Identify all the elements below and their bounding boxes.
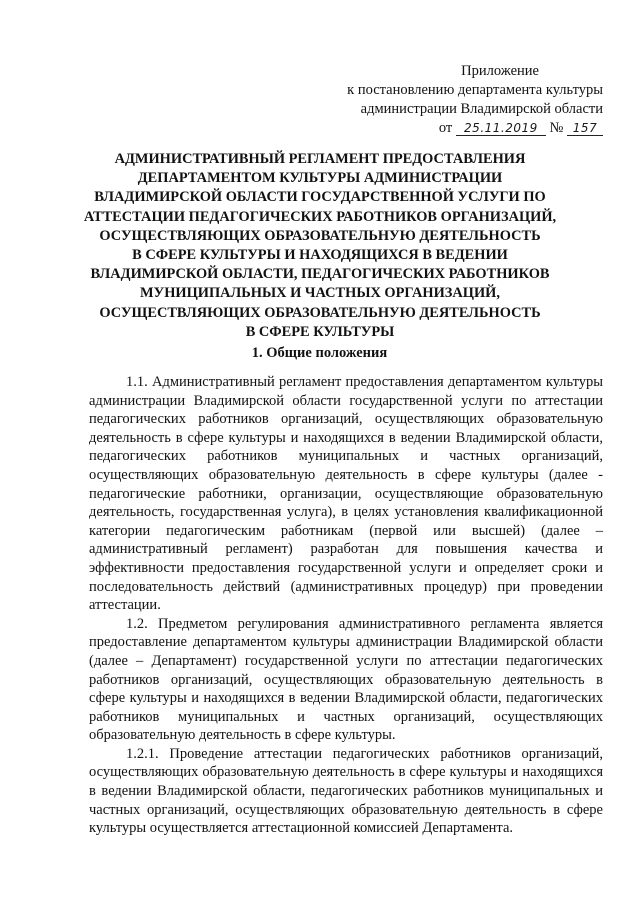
title-line: ДЕПАРТАМЕНТОМ КУЛЬТУРЫ АДМИНИСТРАЦИИ — [137, 170, 503, 187]
paragraph-1-1: 1.1. Административный регламент предоставления департаментом культуры администрации Владимирской области государственной услуги по аттестации педагогических работников организаций, осуществляющих образовательную деятельность в сфере культуры и находящихся в ведении Владимирской области, педагогических работников муниципальных и частных организаций, осуществляющих образовательную деятельность в сфере культуры (далее - педагогические работники, организации, осуществляющие образовательную деятельность, государственная услуга), в целях установления квалификационной категории педагогическим работникам (первой или высшей) (далее – административный регламент) разработан для повышения качества и эффективности предоставления государственной услуги и определяет сроки и последовательность действий (административных процедур) при проведении аттестации. — [89, 374, 603, 614]
document-title — [70, 150, 570, 342]
handwritten-date: 25.11.2019 — [456, 121, 546, 136]
paragraph-1-2-1: 1.2.1. Проведение аттестации педагогических работников организаций, осуществляющих образовательную деятельность в сфере культуры и находящихся в ведении Владимирской области, педагогических работников муниципальных и частных организаций, осуществляющих образовательную деятельность в сфере культуры осуществляется аттестационной комиссией Департамента. — [89, 745, 603, 837]
handwritten-number: 157 — [567, 121, 603, 136]
appendix-resolution-line: к постановлению департамента культуры — [347, 82, 603, 98]
appendix-block — [303, 62, 603, 138]
appendix-label: Приложение — [461, 63, 539, 79]
paragraph-1-2: 1.2. Предметом регулирования административного регламента является предоставление департаментом культуры администрации Владимирской области (далее – Департамент) государственной услуги по аттестации педагогических работников организаций, осуществляющих образовательную деятельность в сфере культуры и находящихся в ведении Владимирской области, педагогических работников муниципальных и частных организаций, осуществляющих образовательную деятельность в сфере культуры. — [89, 615, 603, 744]
number-label: № — [549, 120, 564, 136]
title-line: ОСУЩЕСТВЛЯЮЩИХ ОБРАЗОВАТЕЛЬНУЮ ДЕЯТЕЛЬНОСТЬ — [99, 227, 541, 244]
title-line: В СФЕРЕ КУЛЬТУРЫ — [245, 323, 395, 340]
appendix-administration-line: администрации Владимирской области — [360, 101, 603, 117]
title-line: АТТЕСТАЦИИ ПЕДАГОГИЧЕСКИХ РАБОТНИКОВ ОРГАНИЗАЦИЙ, — [83, 208, 557, 225]
title-line: В СФЕРЕ КУЛЬТУРЫ И НАХОДЯЩИХСЯ В ВЕДЕНИИ — [132, 247, 508, 264]
appendix-date-number-line — [303, 119, 603, 138]
title-line: ВЛАДИМИРСКОЙ ОБЛАСТИ ГОСУДАРСТВЕННОЙ УСЛУГИ ПО — [94, 189, 546, 206]
title-line: ОСУЩЕСТВЛЯЮЩИХ ОБРАЗОВАТЕЛЬНУЮ ДЕЯТЕЛЬНОСТЬ — [99, 304, 541, 321]
title-line: АДМИНИСТРАТИВНЫЙ РЕГЛАМЕНТ ПРЕДОСТАВЛЕНИЯ — [114, 151, 526, 167]
title-line: ВЛАДИМИРСКОЙ ОБЛАСТИ, ПЕДАГОГИЧЕСКИХ РАБОТНИКОВ — [90, 266, 550, 283]
title-line: МУНИЦИПАЛЬНЫХ И ЧАСТНЫХ ОРГАНИЗАЦИЙ, — [140, 285, 500, 302]
date-from-label: от — [438, 120, 453, 136]
section-heading: 1. Общие положения — [251, 345, 388, 361]
document-body — [89, 373, 603, 838]
